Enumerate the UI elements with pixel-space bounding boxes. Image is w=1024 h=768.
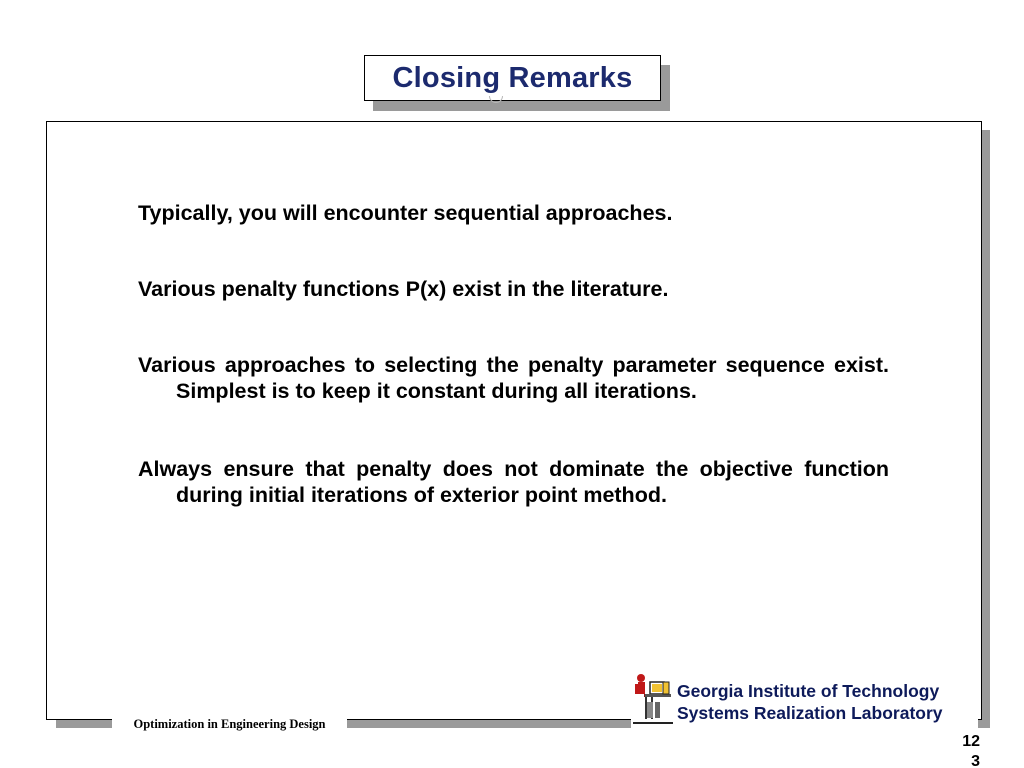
page-number xyxy=(940,732,980,768)
person-at-workstation-icon xyxy=(633,672,673,726)
slide-body xyxy=(138,200,889,558)
paragraph-4: Always ensure that penalty does not dominate the objective function during initial iterations of exterior point method. xyxy=(138,457,889,507)
slide-title: Closing Remarks xyxy=(392,61,633,94)
institution-text xyxy=(677,680,943,724)
page-number-line-1: 12 xyxy=(962,733,980,750)
title-box xyxy=(364,55,661,101)
lab-name: Systems Realization Laboratory xyxy=(677,703,943,723)
institution-logo-area xyxy=(631,672,978,728)
paragraph-2: Various penalty functions P(x) exist in the literature. xyxy=(138,277,669,301)
institution-name: Georgia Institute of Technology xyxy=(677,681,940,701)
page-number-line-2: 3 xyxy=(971,753,980,768)
course-footer xyxy=(112,715,347,733)
paragraph-1: Typically, you will encounter sequential approaches. xyxy=(138,201,673,225)
course-name: Optimization in Engineering Design xyxy=(133,716,326,731)
paragraph-3: Various approaches to selecting the penalty parameter sequence exist. Simplest is to keep it constant during all iterations. xyxy=(138,353,889,403)
